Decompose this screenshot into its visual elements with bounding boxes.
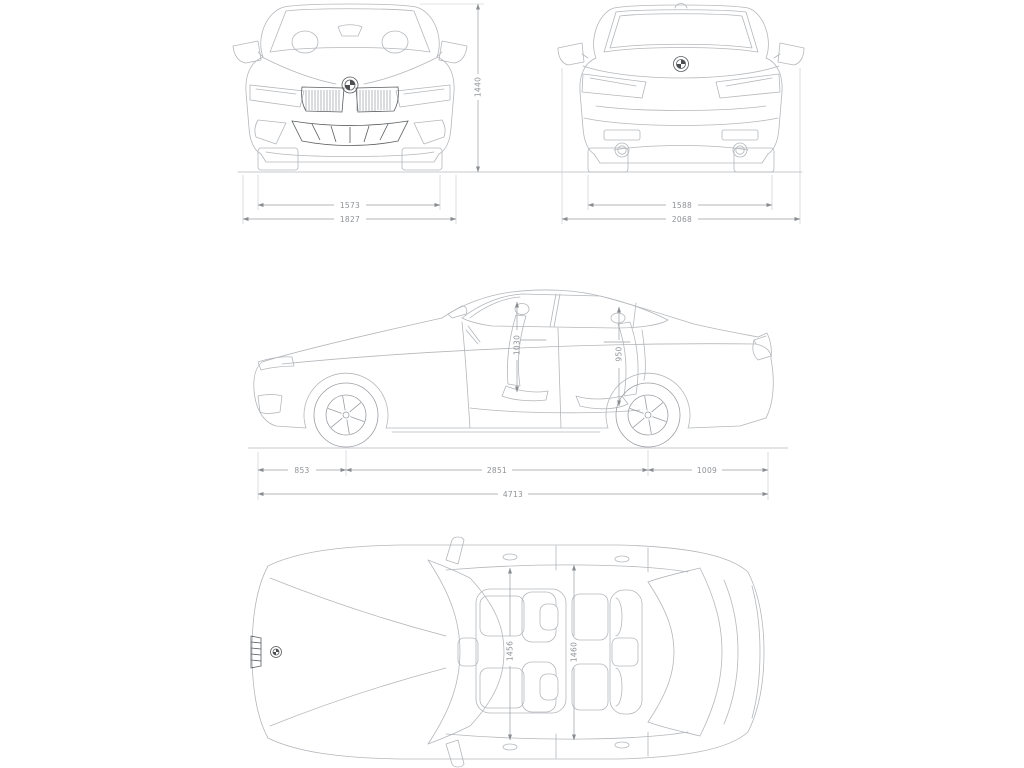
cabin-width-front-dim-label: 1456	[505, 640, 515, 662]
rear-seat-cushion-right	[572, 664, 608, 710]
bmw-roundel-icon	[674, 57, 689, 72]
bmw-roundel-icon	[342, 77, 358, 93]
rear-track-dim-label: 1588	[671, 200, 693, 210]
lower-intake-slats	[312, 124, 388, 143]
floor-line	[470, 408, 640, 413]
front-seat-headrest-left	[540, 604, 558, 630]
hood-creases	[270, 578, 446, 726]
trunk-seams	[724, 580, 760, 724]
glasshouse	[462, 294, 668, 328]
front-rim	[326, 395, 366, 435]
antenna-fin	[675, 4, 687, 9]
c-pillar-divider	[633, 303, 636, 328]
rear-view	[558, 4, 804, 225]
reflector-left	[604, 130, 640, 140]
exhaust-right	[733, 143, 747, 157]
front-bumper-detail	[258, 395, 282, 414]
door-handle	[615, 556, 629, 562]
front-seat-cushion-left	[480, 596, 524, 636]
rear-window	[648, 568, 722, 736]
front-seat	[502, 315, 548, 401]
rear-rim	[628, 395, 668, 435]
taillight-left	[582, 74, 646, 98]
rear-bench-back	[610, 590, 642, 714]
front-spokes	[328, 396, 364, 433]
side-intake-left	[255, 120, 286, 144]
headlight-right	[396, 85, 450, 107]
rear-window	[604, 10, 758, 52]
rear-seat-headrest	[611, 313, 625, 323]
top-dimensions	[506, 565, 579, 740]
side-mirror-bottom	[446, 740, 464, 767]
windshield-roof-edge	[428, 560, 504, 744]
rear-window-inner	[610, 14, 752, 48]
diffuser	[614, 146, 748, 151]
bmw-roundel-icon	[271, 647, 282, 658]
steering-column	[466, 326, 480, 344]
trunk-taillight	[753, 336, 771, 360]
overall-length-dim-label: 4713	[502, 489, 524, 499]
front-width-dim-label: 1827	[339, 214, 361, 224]
front-seat-cushion-right	[480, 668, 524, 708]
door-seams	[462, 322, 645, 428]
front-seat-headrest-right	[540, 674, 558, 700]
headlight-left	[250, 85, 304, 107]
windshield	[270, 9, 430, 52]
rear-car-drawing	[558, 4, 804, 173]
rear-overhang-dim-label: 1009	[696, 465, 718, 475]
cabin-height-rear-dim-label: 950	[614, 346, 624, 362]
side-view	[248, 290, 788, 500]
side-mirror-left	[558, 43, 588, 65]
side-mirror-top	[446, 537, 464, 564]
gear-console	[458, 638, 478, 666]
bumper-line	[584, 118, 778, 126]
side-mirror-right	[436, 41, 467, 63]
front-overhang-dim-label: 853	[294, 465, 310, 475]
rear-wheel-right	[734, 148, 774, 172]
side-car-drawing	[254, 290, 773, 432]
cabin-height-front-dim-label: 1030	[512, 334, 522, 356]
taillight-right	[716, 74, 780, 98]
side-mirror-right	[774, 43, 804, 65]
top-view	[251, 537, 764, 767]
door-handle	[615, 742, 629, 748]
door-handles	[520, 340, 630, 342]
headrest-left	[292, 31, 318, 53]
rear-spokes	[630, 396, 666, 433]
trunk-lower-edge	[596, 106, 766, 111]
side-mirror-left	[233, 41, 264, 63]
exhaust-left	[615, 143, 629, 157]
wheelbase-dim-label: 2851	[486, 465, 508, 475]
kidney-grille	[292, 87, 408, 146]
door-handle	[503, 554, 517, 560]
cabin-width-rear-dim-label: 1460	[569, 641, 579, 663]
headrest-right	[382, 31, 408, 53]
rearview-mirror	[338, 25, 362, 36]
rear-bench-detail	[616, 598, 622, 706]
roof-rear-edge	[648, 582, 674, 722]
cowl-arc	[428, 560, 460, 744]
rear-seat	[576, 322, 638, 409]
rear-width-dim-label: 2068	[671, 214, 693, 224]
side-intake-right	[414, 120, 445, 144]
body-outline	[254, 290, 773, 428]
front-view	[233, 4, 484, 224]
chin-line	[266, 152, 434, 157]
rear-tire	[616, 383, 680, 447]
b-pillar	[550, 294, 560, 327]
front-tire	[314, 383, 378, 447]
front-height-dim-label: 1440	[473, 76, 483, 98]
reflector-right	[722, 130, 758, 140]
side-dimensions	[258, 302, 768, 500]
rear-dimensions	[562, 68, 800, 224]
door-handle	[503, 744, 517, 750]
rear-wheel-left	[588, 148, 628, 172]
front-track-dim-label: 1573	[339, 200, 361, 210]
front-dimensions	[243, 4, 484, 224]
rear-armrest	[612, 638, 638, 666]
side-wheels	[314, 383, 680, 447]
rear-seat-cushion-left	[572, 594, 608, 640]
